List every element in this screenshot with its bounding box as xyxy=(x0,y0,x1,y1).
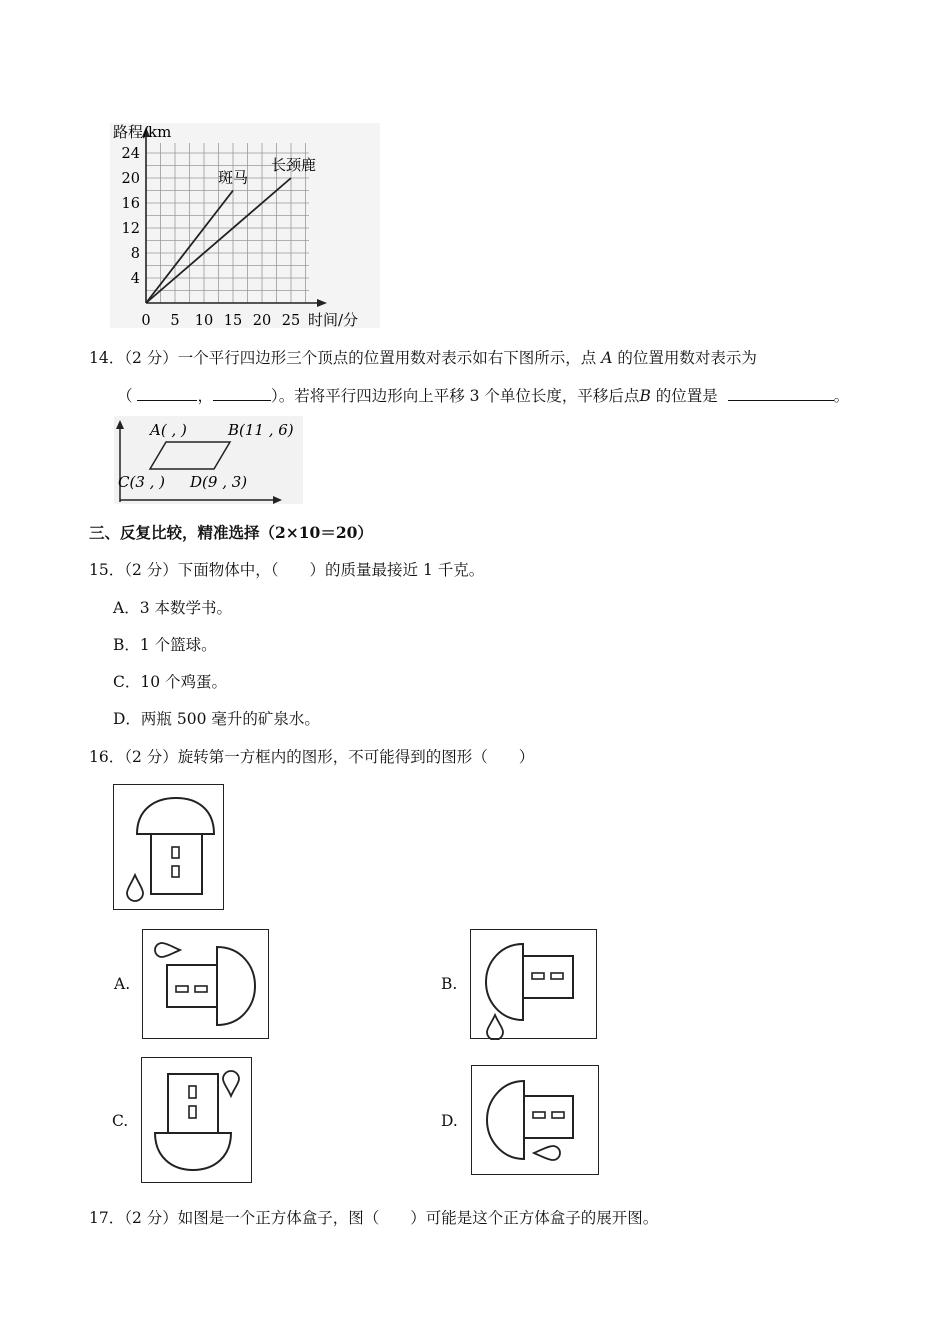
series-label-1: 长颈鹿 xyxy=(271,156,317,174)
y-tick-label: 20 xyxy=(121,171,140,187)
house-body xyxy=(524,1096,573,1138)
house-body xyxy=(523,956,573,998)
x-tick-label: 0 xyxy=(141,313,151,329)
water-drop-icon xyxy=(223,1071,239,1096)
q15-option-a[interactable]: A．3 本数学书。 xyxy=(113,599,232,617)
answer-blank-b[interactable] xyxy=(728,386,834,401)
answer-blank-a-x[interactable] xyxy=(137,386,197,401)
section-title: 三、反复比较，精准选择（2×10＝20） xyxy=(89,523,373,542)
y-tick-label: 12 xyxy=(121,221,140,237)
house-body xyxy=(151,834,202,894)
x-tick-label: 5 xyxy=(170,313,180,329)
q16-option-a-figure[interactable] xyxy=(142,929,269,1039)
q16-option-d-figure[interactable] xyxy=(471,1065,599,1175)
q16-option-b-label[interactable]: B. xyxy=(441,975,458,993)
water-drop-icon xyxy=(155,943,180,957)
water-drop-icon xyxy=(487,1015,503,1040)
mushroom-cap xyxy=(487,1081,524,1159)
y-tick-label: 24 xyxy=(121,146,140,162)
mushroom-cap xyxy=(155,1133,231,1170)
q15-option-b[interactable]: B．1 个篮球。 xyxy=(113,636,217,654)
q16-option-b-figure[interactable] xyxy=(470,929,597,1039)
q15-stem: 15．（2 分）下面物体中，（ ）的质量最接近 1 千克。 xyxy=(89,561,485,579)
water-drop-icon xyxy=(127,875,143,901)
y-tick-label: 4 xyxy=(130,271,140,287)
vertex-d-label: D(9 , 3) xyxy=(190,473,248,491)
water-drop-icon xyxy=(534,1146,560,1160)
point-b-label: B xyxy=(639,387,651,405)
x-tick-label: 20 xyxy=(252,313,272,329)
y-tick-label: 16 xyxy=(121,196,140,212)
x-axis-title: 时间/分 xyxy=(308,311,359,329)
vertex-c-label: C(3 , ) xyxy=(118,473,166,491)
original-figure xyxy=(113,784,224,910)
q15-option-c[interactable]: C．10 个鸡蛋。 xyxy=(113,673,228,691)
house-body xyxy=(168,1074,218,1133)
vertex-a-label: A( , ) xyxy=(150,421,187,439)
y-axis-title: 路程/km xyxy=(113,123,172,141)
answer-blank-a-y[interactable] xyxy=(213,386,271,401)
vertex-b-label: B(11 , 6) xyxy=(228,421,294,439)
series-label-0: 斑马 xyxy=(218,168,249,187)
parallelogram-figure xyxy=(108,416,303,504)
q16-option-c-label[interactable]: C. xyxy=(112,1112,129,1130)
mushroom-cap xyxy=(217,947,255,1025)
q14-line2: （ ， ）。若将平行四边形向上平移 3 个单位长度，平移后点B 的位置是 。 xyxy=(117,387,850,405)
y-tick-label: 8 xyxy=(130,246,140,262)
mushroom-cap xyxy=(486,944,523,1020)
q16-option-c-figure[interactable] xyxy=(141,1057,252,1183)
point-a-label: A xyxy=(601,349,613,367)
x-tick-label: 15 xyxy=(223,313,243,329)
q14-line1: 14．（2 分）一个平行四边形三个顶点的位置用数对表示如右下图所示，点 A 的位置用数对表示为 xyxy=(89,349,757,367)
q16-stem: 16．（2 分）旋转第一方框内的图形，不可能得到的图形（ ） xyxy=(89,748,535,766)
x-tick-label: 25 xyxy=(281,313,301,329)
q17-stem: 17．（2 分）如图是一个正方体盒子，图（ ）可能是这个正方体盒子的展开图。 xyxy=(89,1209,659,1227)
mushroom-cap xyxy=(137,798,214,834)
q16-option-a-label[interactable]: A. xyxy=(114,975,131,993)
distance-time-chart xyxy=(100,118,390,333)
q15-option-d[interactable]: D．两瓶 500 毫升的矿泉水。 xyxy=(113,710,320,728)
q16-option-d-label[interactable]: D. xyxy=(441,1112,458,1130)
x-tick-label: 10 xyxy=(194,313,214,329)
house-body xyxy=(167,965,217,1007)
